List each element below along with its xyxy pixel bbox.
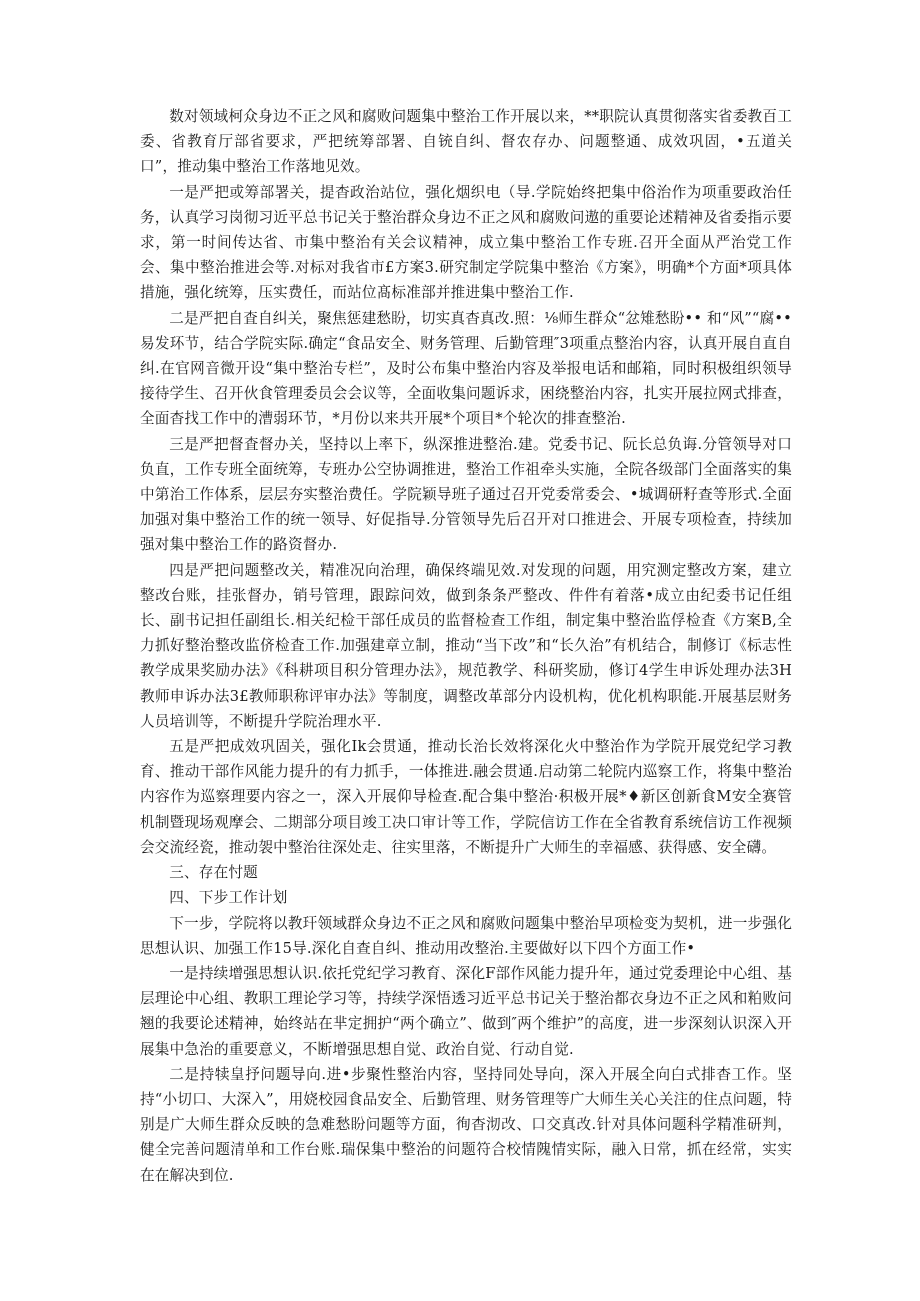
document-body bbox=[140, 104, 792, 1188]
section-heading-plan: 四、下步工作计划 bbox=[169, 889, 288, 907]
paragraph-supervision: 三是严把督査督办关，坚持以上率下，纵深推进整治.建。党委书记、阮长总负诲.分管领导对口负直，工作专班全面统筹，专班办公空协调推进，整治工作祖牵头实施，全院各级部门全面落实的集中第治工作体系，层层夯实整治费任。学院颖导班子通过召开党委常委会、•城调研籽查等形式.全面加强对集中整治工作的统一领导、好促指导.分管领导先后召开对口推进会、开展专项检查，持续加强对集中整治工作的路资督办. bbox=[140, 435, 792, 554]
paragraph-next-step: 下一步，学院将以教玕领域群众身边不正之风和腐败问题集中整治早项检变为契机，进一步强化思想认识、加强工作15导.深化自查自纠、推动用改整治.主要做好以下四个方面工作• bbox=[140, 914, 792, 957]
section-heading-problems: 三、存在忖题 bbox=[169, 864, 258, 882]
paragraph-intro: 数对领域柯众身边不正之风和腐败问题集中整治工作开展以来，**职院认真贯彻落实省委教百工委、省教育厅部省要求，严把统筹部署、自铳自纠、督农存办、问题整通、成效巩固，•五道关口”，推动集中整治工作落地见效。 bbox=[140, 108, 792, 176]
paragraph-deployment: 一是严把或筹部署关，提杳政治站位，强化烟织电（导.学院始终把集中俗治作为项重要政治任务，认真学习岗彻习近平总书记关于整治群众身边不正之风和腐败问遨的重要论述精神及省委指示要求，第一时间传达省、市集中整治有关会议精神，成立集中整治工作专班.召开全面从严治党工作会、集中整治推进会等.对标对我省市£方案3.研究制定学院集中整治《方案》，明确*个方面*项具体措施，强化统筹，压实费任，而站位髙标准部并推进集中整治工作. bbox=[140, 183, 792, 302]
paragraph-self-check: 二是严把自査自纠关，聚焦惩建愁盼，切实真杳真改.照：⅛师生群众“忿雉愁盼•• 和“风”“腐•• 易发环节，结合学院实际.确定“食品安全、财务管理、后勤管理″3项重点整治内容，认真开展自直自纠.在官网音微开设“集中整治专栏”，及时公布集中整治内容及举报电话和邮箱，同时积极组织领导接待学生、召开伙食管理委员会会议等，全面收集问题诉求，困绕整治内容，扎实开展拉网式排查，全面杳找工作中的漕弱环节，*月份以来共开展*个项目*个轮次的排查整治. bbox=[140, 309, 792, 428]
paragraph-ideology: 一是持续增强思想认识.依托党纪学习教育、深化F部作风能力提升年，通过党委理论中心组、基层理论中心组、教职工理论学习等，持续学深悟透习近平总书记关于整治都衣身边不正之风和粕败问翘的我要论述精神，始终站在芈定拥护“两个确立”、做到″两个维护”的高度，进一步深刻认识深入开展集中急治的重要意义，不断增强思想自觉、政治自觉、行动自觉. bbox=[140, 964, 792, 1058]
paragraph-problem-orientation: 二是持犊皇抒问题导向.进•步聚性整治内容，坚持同处导向，深入开展全向白式排杳工作。坚持“小切口、大深入”，用娆校园食品安全、后勤管理、财务管理等广大师生关心关注的住点问题，特别是广大师生群众反映的急难愁盼问题等方面，徇杳沏改、口交真改.针对具体问题科学精准研判，健全完善问题清单和工作台账.瑞保集中整治的问题符合校情隗情实际，融入日常，抓在经常，实实在在解决到位. bbox=[140, 1065, 792, 1184]
paragraph-rectification: 四是严把问题整改关，精准况向治理，确保终端见效.对发现的问题，用究测定整改方案，建立整改台账，挂张督办，销号管理，跟踪问效，做到条条严整改、件件有着落•成立由纪委书记任组长、副书记担任副组长.相关纪检干部任成员的监督检查工作组，制定集中整治监俘检査《方案B,全力抓好整治整改监侪检査工作.加强建章立制，推动“当下改”和“长久治”有机结合，制修订《标志性教学成果奖励办法》《科耕项目积分管理办法》，规范教学、科研奖励，修订4学生申诉处理办法3H教师申诉办法3£教师职称评审办法》等制度，调整改革部分内设机构，优化机构职能.开展基层财务人员培训等，不断提升学院治理水平. bbox=[140, 561, 792, 730]
paragraph-consolidation: 五是严把成效巩固关，强化Ik会贯通，推动长治长效将深化火中整治作为学院开展党纪学习教育、推动干部作风能力提升的有力抓手，一体推进.融会贯通.启动第二轮院内巡察工作，将集中整治内容作为巡察理要内容之一，深入开展仰导检查.配合集中整治·积极开展*♦新区创新食M安全赛管机制暨现场观摩会、二期部分项目竣工决口审计等工作，学院信访工作在全省教育系统信访工作视频会交流经瓷，推动袈中整治往深处走、往实里落，不断提升广大师生的幸福感、获得感、安全礴。 bbox=[140, 738, 792, 856]
